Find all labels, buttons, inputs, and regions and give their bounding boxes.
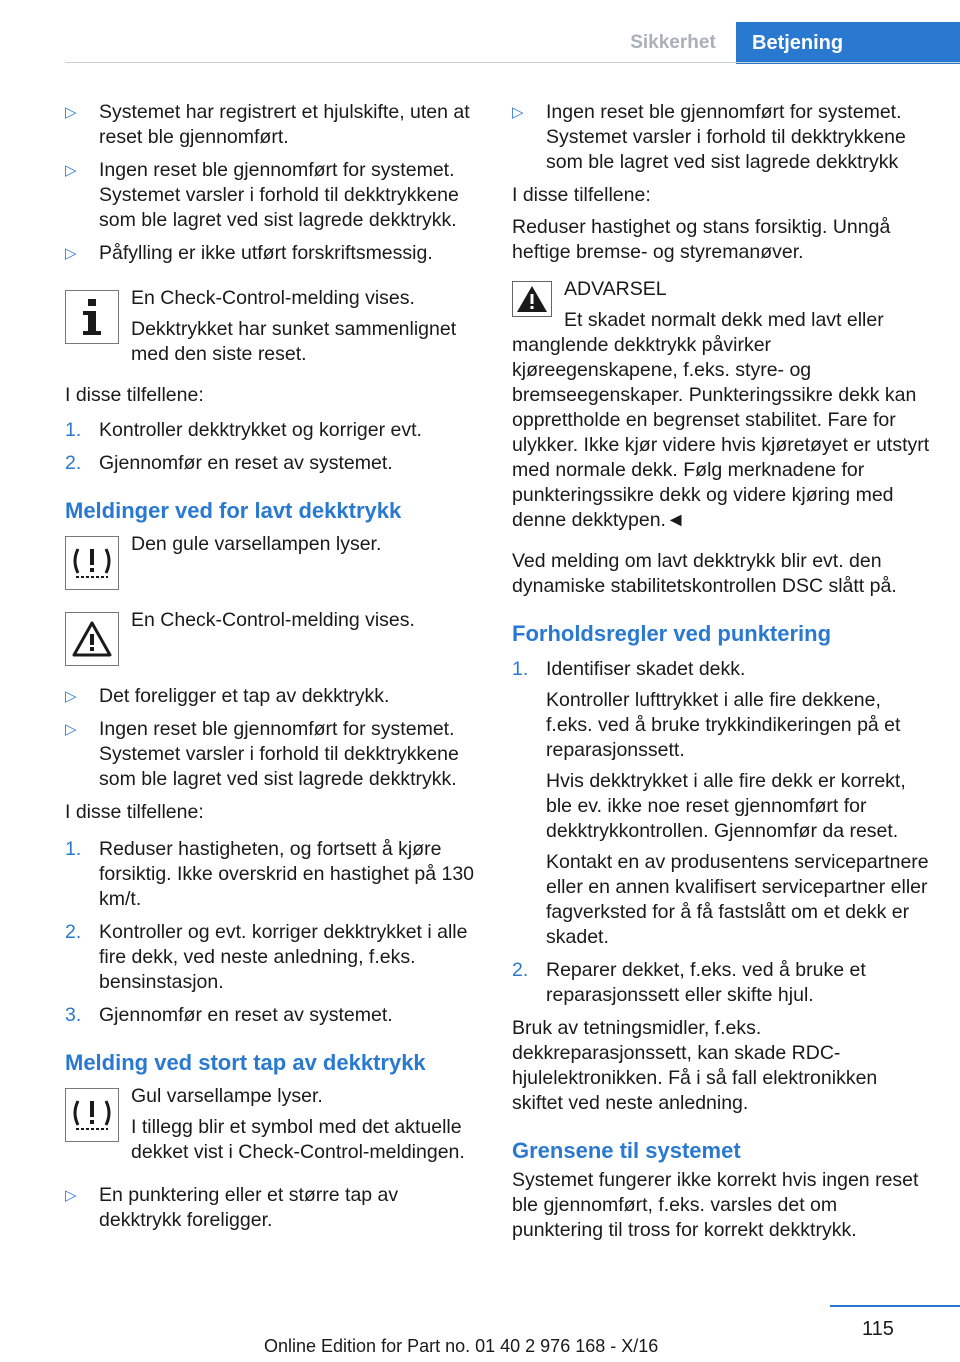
list-item-text: Reduser hastigheten, og fortsett å kjøre forsiktig. Ikke overskrid en hastighet på 130 km/t.: [99, 838, 475, 910]
warning-triangle-icon: [512, 281, 552, 317]
list-item: [65, 1183, 480, 1233]
list-item-text: Ingen reset ble gjennomført for systemet. Systemet varsler i forhold til dekktrykkene som ble lagret ved sist lagrede dekktrykk.: [99, 718, 459, 790]
paragraph: I disse tilfellene:: [65, 384, 204, 406]
tire-pressure-warning-icon: [65, 536, 119, 590]
info-icon: [65, 290, 119, 344]
list-item-subtext: Hvis dekktrykket i alle fire dekk er korrekt, ble ev. ikke noe reset gjennomført for dekktrykkontrollen. Gjennomfør da reset.: [546, 770, 906, 842]
list-item: 2. Gjennomfør en reset av systemet.: [65, 452, 393, 474]
edition-footer: Online Edition for Part no. 01 40 2 976 168 - X/16: [264, 1336, 659, 1356]
list-item: [65, 100, 480, 150]
list-item: [512, 100, 930, 175]
page-number: 115: [862, 1318, 894, 1340]
list-item-text: Ingen reset ble gjennomført for systemet. Systemet varsler i forhold til dekktrykkene som ble lagret ved sist lagrede dekktrykk: [546, 101, 906, 173]
list-item: [65, 684, 480, 709]
lamp-message: [65, 1084, 480, 1165]
list-item: 1. Kontroller dekktrykket og korriger evt.: [65, 419, 422, 441]
lamp-text: Den gule varsellampen lyser.: [131, 533, 382, 555]
list-item-text: Reparer dekket, f.eks. ved å bruke et reparasjonssett eller skifte hjul.: [546, 959, 866, 1006]
triangle-bullet-icon: ▷: [65, 1187, 77, 1204]
list-item-text: Påfylling er ikke utført forskriftsmessig.: [99, 242, 433, 264]
list-item-text: Identifiser skadet dekk.: [546, 658, 746, 680]
triangle-bullet-icon: ▷: [65, 721, 77, 738]
triangle-bullet-icon: ▷: [65, 162, 77, 179]
triangle-bullet-icon: ▷: [65, 688, 77, 705]
list-item: 2. Kontroller og evt. korriger dekktrykket i alle fire dekk, ved neste anledning, f.eks. bensinstasjon.: [65, 921, 468, 993]
warning-triangle-icon: [65, 612, 119, 666]
warning-title: ADVARSEL: [564, 278, 667, 300]
right-column: [512, 100, 930, 1250]
warning-text: Et skadet normalt dekk med lavt eller: [564, 309, 884, 331]
info-message: [65, 286, 480, 367]
list-item-text: Det foreligger et tap av dekktrykk.: [99, 685, 390, 707]
list-item: 3. Gjennomfør en reset av systemet.: [65, 1004, 393, 1026]
list-item-text: Gjennomfør en reset av systemet.: [99, 1004, 393, 1026]
list-item: 1. Identifiser skadet dekk. Kontroller lufttrykket i alle fire dekkene, f.eks. ved å bruke trykkindikeringen på et reparasjonssett. Hvis dekktrykket i alle fire dekk er korrekt, ble ev. ikke noe reset gjennomført for dekktrykkontrollen. Gjennomfør da reset. Kontakt en av produsentens servicepartnere eller en annen kvalifisert servicepartner eller fagverksted for å få fastslått om et dekk er skadet.: [512, 658, 929, 948]
list-item: [65, 158, 480, 233]
list-item-text: Kontroller og evt. korriger dekktrykket i alle fire dekk, ved neste anledning, f.eks. bensinstasjon.: [99, 921, 468, 993]
section-heading: Meldinger ved for lavt dekktrykk: [65, 498, 402, 523]
list-item: [65, 717, 480, 792]
left-column: [65, 100, 480, 1241]
check-control-message: [65, 608, 480, 668]
warning-block: [512, 277, 930, 533]
check-control-text: En Check-Control-melding vises.: [131, 609, 415, 631]
paragraph: Ved melding om lavt dekktrykk blir evt. den dynamiske stabilitetskontrollen DSC slått på.: [512, 550, 897, 597]
list-item-text: Kontroller dekktrykket og korriger evt.: [99, 419, 422, 441]
section-heading: Forholdsregler ved punktering: [512, 621, 832, 646]
lamp-text: Gul varsellampe lyser.: [131, 1085, 323, 1107]
warning-text: manglende dekktrykk påvirker kjøreegenskapene, f.eks. styre- og bremseegenskaper. Punkteringssikre dekk kan opprettholde en begrenset stabilitet. Fare for ulykker. Ikke kjør videre hvis kjøretøyet er utstyrt med normale dekk. Følg merknadene for punkteringssikre dekk og videre kjøring med denne dekktypen.◄: [512, 334, 930, 531]
triangle-bullet-icon: ▷: [65, 245, 77, 262]
footer-divider: [830, 1305, 960, 1307]
lamp-message: [65, 532, 480, 592]
tire-pressure-warning-icon: [65, 1088, 119, 1142]
header-tab-operation[interactable]: Betjening: [736, 22, 960, 64]
triangle-bullet-icon: ▷: [65, 104, 77, 121]
paragraph: I disse tilfellene:: [512, 184, 651, 206]
list-item-text: Gjennomfør en reset av systemet.: [99, 452, 393, 474]
paragraph: I disse tilfellene:: [65, 801, 204, 823]
list-item-subtext: Kontakt en av produsentens servicepartnere eller en annen kvalifisert servicepartner eller fagverksted for å få fastslått om et dekk er skadet.: [546, 851, 929, 948]
section-heading: Melding ved stort tap av dekktrykk: [65, 1050, 426, 1075]
list-item-text: En punktering eller et større tap av dekktrykk foreligger.: [99, 1184, 399, 1231]
list-item: 2. Reparer dekket, f.eks. ved å bruke et reparasjonssett eller skifte hjul.: [512, 959, 866, 1006]
lamp-text: I tillegg blir et symbol med det aktuelle dekket vist i Check-Control-meldingen.: [131, 1116, 465, 1163]
list-item-text: Ingen reset ble gjennomført for systemet. Systemet varsler i forhold til dekktrykkene som ble lagret ved sist lagrede dekktrykk.: [99, 159, 459, 231]
header-tab-safety[interactable]: Sikkerhet: [630, 32, 716, 53]
header-divider: [65, 62, 960, 63]
paragraph: Bruk av tetningsmidler, f.eks. dekkreparasjonssett, kan skade RDC-hjulelektronikken. Få i så fall elektronikken skiftet ved neste anledning.: [512, 1017, 878, 1114]
info-text: Dekktrykket har sunket sammenlignet med den siste reset.: [131, 318, 457, 365]
list-item-text: Systemet har registrert et hjulskifte, uten at reset ble gjennomført.: [99, 101, 470, 148]
list-item-subtext: Kontroller lufttrykket i alle fire dekkene, f.eks. ved å bruke trykkindikeringen på et reparasjonssett.: [546, 689, 901, 761]
section-heading: Grensene til systemet: [512, 1138, 741, 1163]
list-item: [65, 241, 480, 266]
paragraph: Reduser hastighet og stans forsiktig. Unngå heftige bremse- og styremanøver.: [512, 216, 891, 263]
triangle-bullet-icon: ▷: [512, 104, 524, 121]
list-item: 1. Reduser hastigheten, og fortsett å kjøre forsiktig. Ikke overskrid en hastighet på 130 km/t.: [65, 838, 475, 910]
info-text: En Check-Control-melding vises.: [131, 287, 415, 309]
paragraph: Systemet fungerer ikke korrekt hvis ingen reset ble gjennomført, f.eks. varsles det om punktering til tross for korrekt dekktrykk.: [512, 1169, 919, 1241]
